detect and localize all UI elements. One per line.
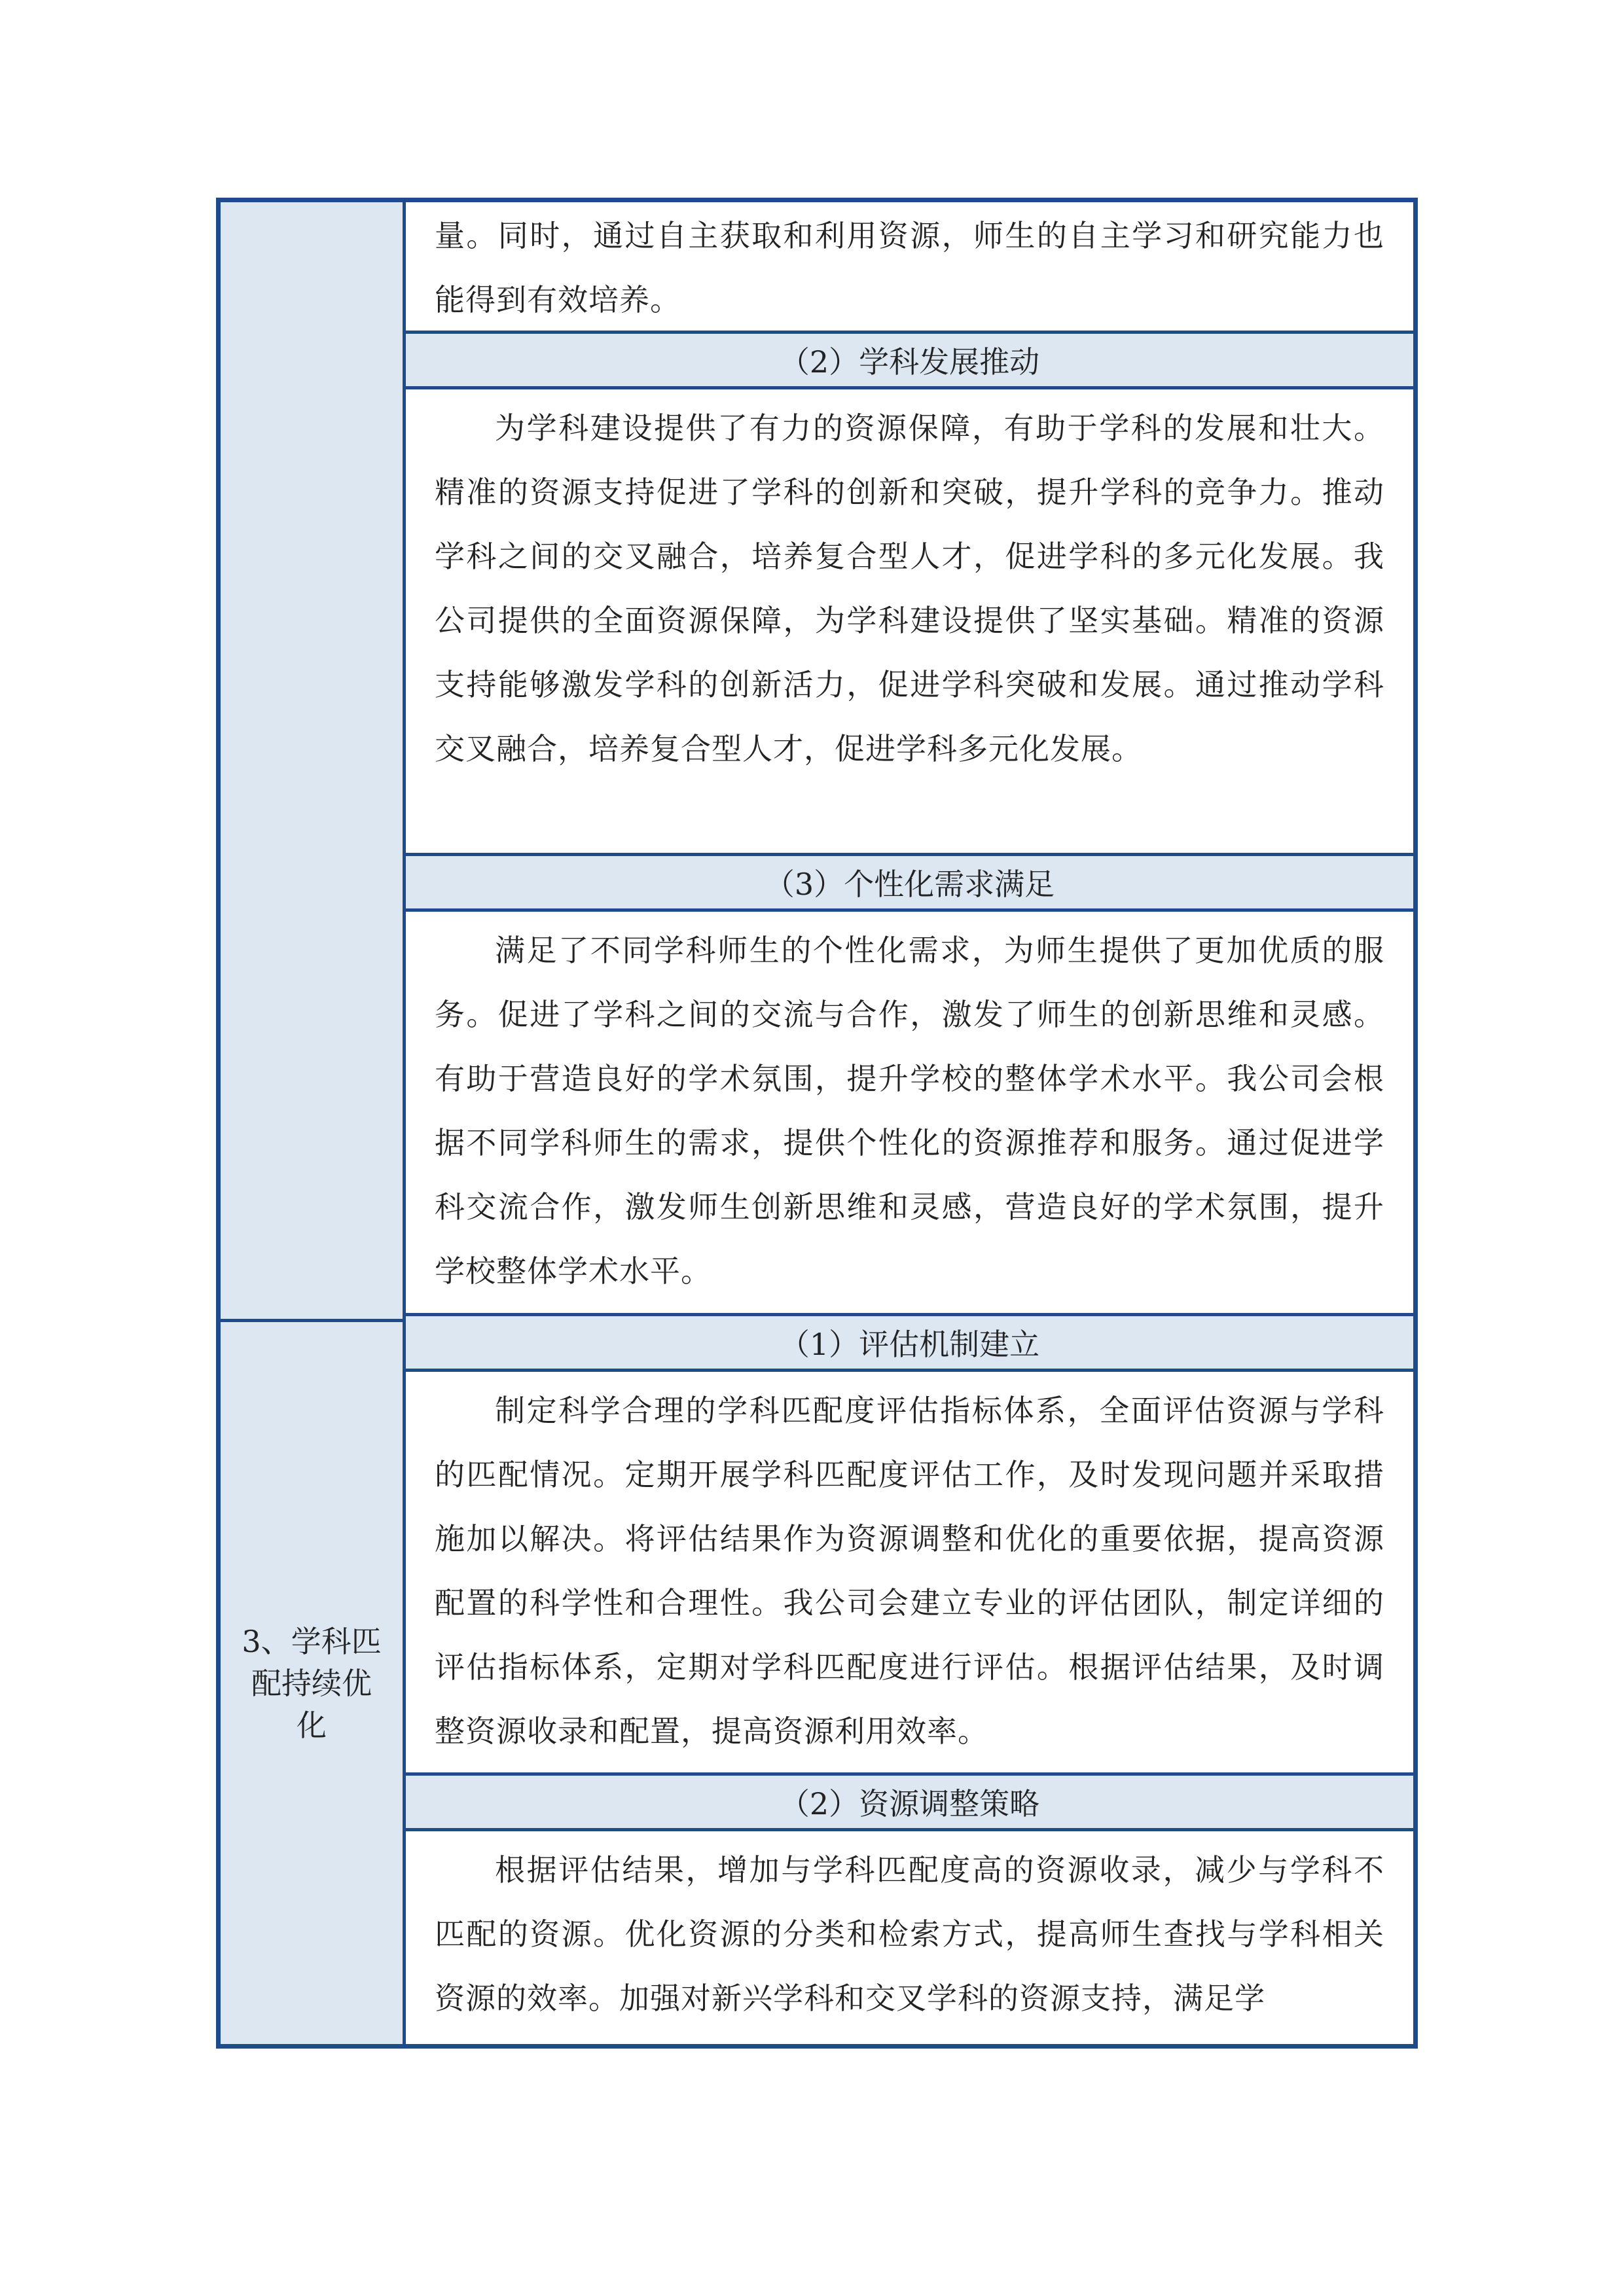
paragraph-evaluation-mechanism: 制定科学合理的学科匹配度评估指标体系，全面评估资源与学科的匹配情况。定期开展学科匹配度评估工作，及时发现问题并采取措施加以解决。将评估结果作为资源调整和优化的重要依据，提高资源配置的科学性和合理性。我公司会建立专业的评估团队，制定详细的评估指标体系，定期对学科匹配度进行评估。根据评估结果，及时调整资源收录和配置，提高资源利用效率。 bbox=[435, 1393, 1384, 1749]
left-cell-section3 bbox=[221, 1322, 403, 2044]
heading-subject-development: （2）学科发展推动 bbox=[406, 331, 1413, 389]
bottom-section bbox=[406, 1313, 1413, 2044]
right-column bbox=[406, 202, 1413, 2044]
heading-evaluation-mechanism: （1）评估机制建立 bbox=[406, 1313, 1413, 1372]
heading-personalized-needs: （3）个性化需求满足 bbox=[406, 853, 1413, 912]
top-section bbox=[406, 202, 1413, 1313]
left-column bbox=[221, 202, 406, 2044]
left-cell-continued bbox=[221, 202, 403, 1322]
paragraph-subject-development: 为学科建设提供了有力的资源保障，有助于学科的发展和壮大。精准的资源支持促进了学科的创新和突破，提升学科的竞争力。推动学科之间的交叉融合，培养复合型人才，促进学科的多元化发展。我公司提供的全面资源保障，为学科建设提供了坚实基础。精准的资源支持能够激发学科的创新活力，促进学科突破和发展。通过推动学科交叉融合，培养复合型人才，促进学科多元化发展。 bbox=[435, 410, 1384, 766]
content-table bbox=[216, 198, 1418, 2049]
paragraph-resource-adjustment: 根据评估结果，增加与学科匹配度高的资源收录，减少与学科不匹配的资源。优化资源的分类和检索方式，提高师生查找与学科相关资源的效率。加强对新兴学科和交叉学科的资源支持，满足学 bbox=[435, 1852, 1384, 2016]
paragraph-personalized-needs: 满足了不同学科师生的个性化需求，为师生提供了更加优质的服务。促进了学科之间的交流与合作，激发了师生的创新思维和灵感。有助于营造良好的学术氛围，提升学校的整体学术水平。我公司会根据不同学科师生的需求，提供个性化的资源推荐和服务。通过促进学科交流合作，激发师生创新思维和灵感，营造良好的学术氛围，提升学校整体学术水平。 bbox=[435, 933, 1384, 1289]
heading-resource-adjustment: （2）资源调整策略 bbox=[406, 1772, 1413, 1831]
intro-paragraph: 量。同时，通过自主获取和利用资源，师生的自主学习和研究能力也能得到有效培养。 bbox=[435, 218, 1384, 317]
section3-label: 3、学科匹配持续优化 bbox=[242, 1623, 382, 1743]
